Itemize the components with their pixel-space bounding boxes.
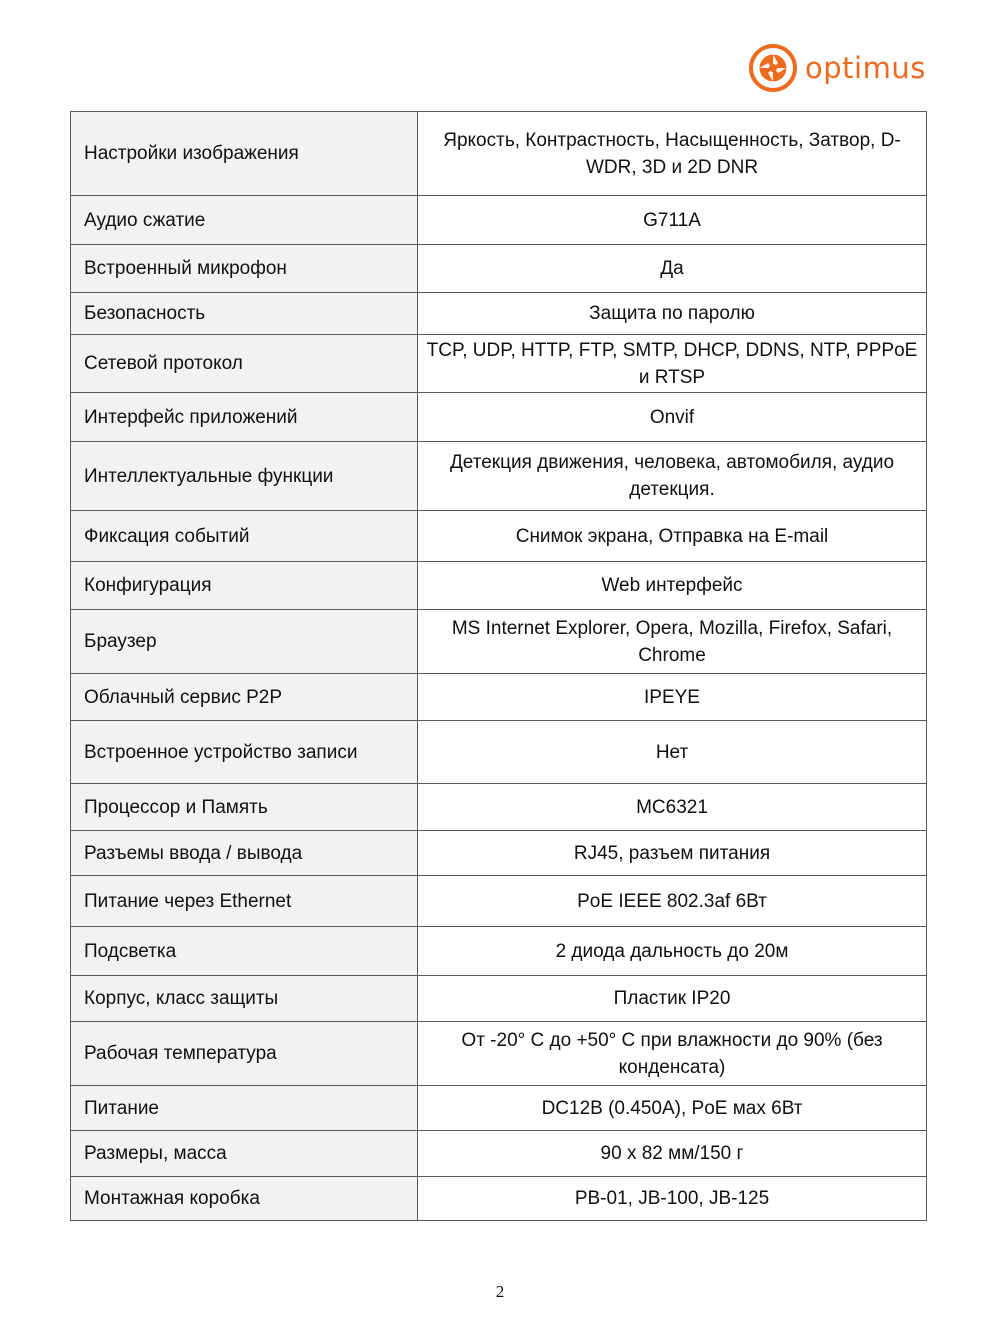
table-row xyxy=(71,976,927,1022)
table-row xyxy=(71,196,927,245)
spec-name: Разъемы ввода / вывода xyxy=(71,831,418,876)
spec-name: Питание через Ethernet xyxy=(71,876,418,927)
spec-value: Пластик IP20 xyxy=(418,976,927,1022)
table-row xyxy=(71,784,927,831)
table-row xyxy=(71,674,927,721)
spec-value: 2 диода дальность до 20м xyxy=(418,927,927,976)
spec-value: Нет xyxy=(418,721,927,784)
spec-name: Встроенный микрофон xyxy=(71,245,418,293)
spec-name: Облачный сервис P2P xyxy=(71,674,418,721)
spec-value: RJ45, разъем питания xyxy=(418,831,927,876)
table-row xyxy=(71,393,927,442)
spec-name: Браузер xyxy=(71,610,418,674)
spec-name: Фиксация событий xyxy=(71,511,418,562)
aperture-logo-icon xyxy=(748,43,798,93)
table-row xyxy=(71,112,927,196)
spec-name: Сетевой протокол xyxy=(71,335,418,393)
spec-value: Яркость, Контрастность, Насыщенность, Затвор, D-WDR, 3D и 2D DNR xyxy=(418,112,927,196)
spec-value: G711A xyxy=(418,196,927,245)
spec-name: Аудио сжатие xyxy=(71,196,418,245)
table-row xyxy=(71,293,927,335)
spec-name: Размеры, масса xyxy=(71,1131,418,1177)
table-row xyxy=(71,721,927,784)
spec-name: Настройки изображения xyxy=(71,112,418,196)
spec-name: Безопасность xyxy=(71,293,418,335)
spec-value: IPEYE xyxy=(418,674,927,721)
spec-name: Монтажная коробка xyxy=(71,1177,418,1221)
spec-name: Встроенное устройство записи xyxy=(71,721,418,784)
spec-name: Питание xyxy=(71,1086,418,1131)
spec-value: Детекция движения, человека, автомобиля, аудио детекция. xyxy=(418,442,927,511)
spec-value: От -20° С до +50° С при влажности до 90% (без конденсата) xyxy=(418,1022,927,1086)
table-row xyxy=(71,1131,927,1177)
brand-logo xyxy=(748,42,926,94)
spec-name: Интеллектуальные функции xyxy=(71,442,418,511)
spec-value: Web интерфейс xyxy=(418,562,927,610)
spec-name: Корпус, класс защиты xyxy=(71,976,418,1022)
spec-name: Интерфейс приложений xyxy=(71,393,418,442)
spec-value: MC6321 xyxy=(418,784,927,831)
spec-value: MS Internet Explorer, Opera, Mozilla, Firefox, Safari, Chrome xyxy=(418,610,927,674)
logo-text: optimus xyxy=(805,50,926,85)
table-row xyxy=(71,831,927,876)
spec-name: Подсветка xyxy=(71,927,418,976)
table-row xyxy=(71,442,927,511)
spec-value: Защита по паролю xyxy=(418,293,927,335)
table-row xyxy=(71,1177,927,1221)
table-row xyxy=(71,1022,927,1086)
table-row xyxy=(71,335,927,393)
table-row xyxy=(71,876,927,927)
spec-name: Процессор и Память xyxy=(71,784,418,831)
table-row xyxy=(71,245,927,293)
table-row xyxy=(71,1086,927,1131)
spec-value: PoE IEEE 802.3af 6Вт xyxy=(418,876,927,927)
spec-name: Рабочая температура xyxy=(71,1022,418,1086)
spec-value: TCP, UDP, HTTP, FTP, SMTP, DHCP, DDNS, NTP, PPPoE и RTSP xyxy=(418,335,927,393)
spec-value: DC12В (0.450А), PoE мах 6Вт xyxy=(418,1086,927,1131)
spec-name: Конфигурация xyxy=(71,562,418,610)
spec-value: 90 х 82 мм/150 г xyxy=(418,1131,927,1177)
table-row xyxy=(71,511,927,562)
spec-value: Да xyxy=(418,245,927,293)
spec-value: Снимок экрана, Отправка на E-mail xyxy=(418,511,927,562)
table-row xyxy=(71,562,927,610)
specifications-table xyxy=(70,111,927,1221)
spec-value: Onvif xyxy=(418,393,927,442)
spec-value: PB-01, JB-100, JB-125 xyxy=(418,1177,927,1221)
table-row xyxy=(71,610,927,674)
page-number: 2 xyxy=(495,1282,505,1301)
table-row xyxy=(71,927,927,976)
